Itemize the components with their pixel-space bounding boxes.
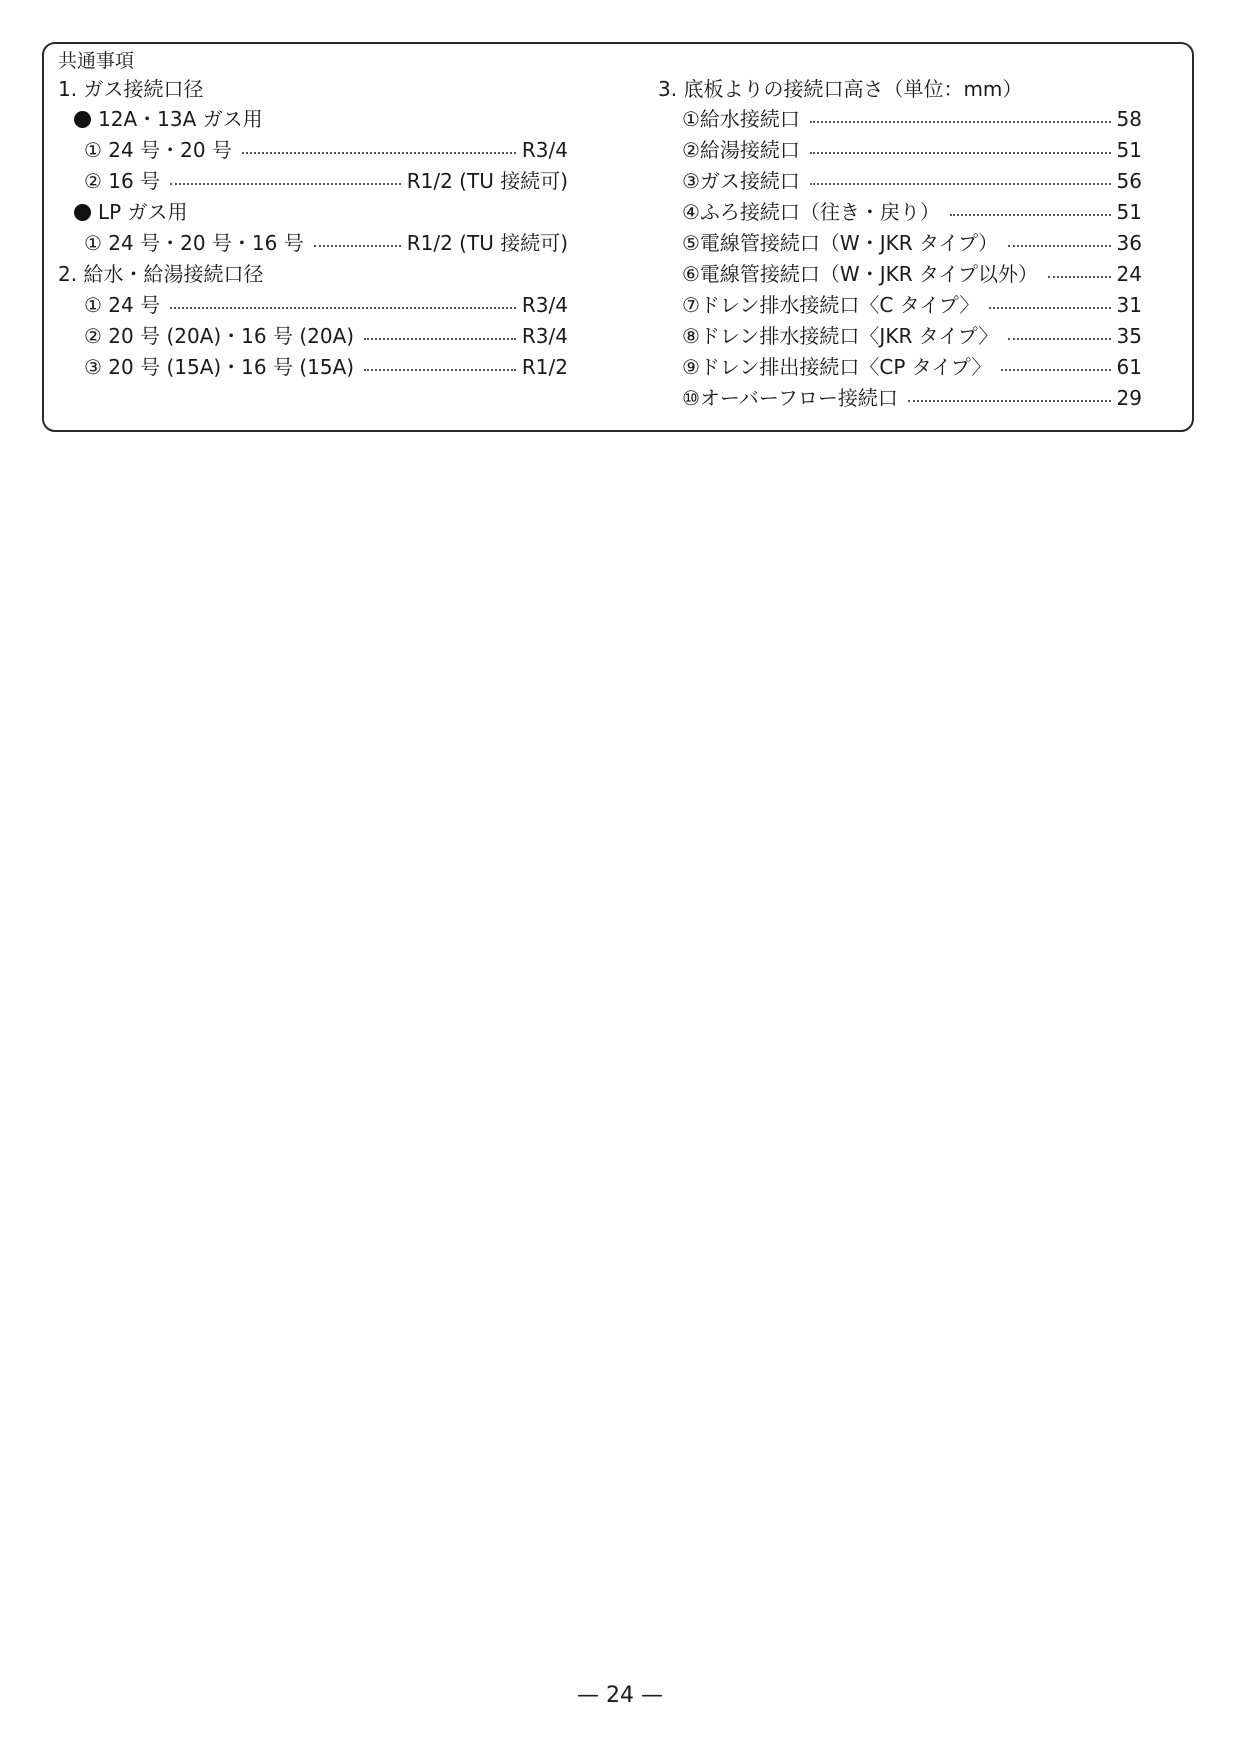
list-item (682, 290, 1142, 320)
item-label: ⑤電線管接続口（W・JKR タイプ） (682, 231, 999, 255)
item-value: 29 (1116, 386, 1142, 410)
dot-leader (908, 400, 1111, 402)
dot-leader (810, 152, 1111, 154)
item-label: ⑨ドレン排出接続口〈CP タイプ〉 (682, 355, 992, 379)
item-label: ① 24 号 (84, 293, 161, 317)
list-item (682, 352, 1142, 382)
item-label: ② 16 号 (84, 169, 161, 193)
item-label: ⑩オーバーフロー接続口 (682, 386, 898, 410)
item-value: 36 (1116, 231, 1142, 255)
list-item (84, 321, 568, 351)
dot-leader (810, 121, 1111, 123)
item-value: R3/4 (521, 293, 568, 317)
item-label: ④ふろ接続口（往き・戻り） (682, 200, 940, 224)
list-item (682, 321, 1142, 351)
list-item (682, 383, 1142, 413)
list-item (84, 166, 568, 196)
list-item (84, 135, 568, 165)
item-value: R1/2 (TU 接続可) (406, 231, 568, 255)
dot-leader (170, 307, 516, 309)
item-label: ② 20 号 (20A)・16 号 (20A) (84, 324, 355, 348)
dot-leader (1001, 369, 1110, 371)
group-a-label: 12A・13A ガス用 (98, 107, 263, 131)
dot-leader (364, 338, 516, 340)
list-item (682, 197, 1142, 227)
item-value: 24 (1116, 262, 1142, 286)
list-item (682, 135, 1142, 165)
list-item (84, 228, 568, 258)
item-value: 61 (1116, 355, 1142, 379)
section3-heading: 3. 底板よりの接続口高さ（単位：mm） (658, 77, 1023, 101)
list-item (682, 104, 1142, 134)
list-item (682, 228, 1142, 258)
dot-leader (950, 214, 1111, 216)
dot-leader (810, 183, 1111, 185)
bullet-icon (74, 111, 91, 128)
list-item (682, 259, 1142, 289)
item-label: ⑧ドレン排水接続口〈JKR タイプ〉 (682, 324, 999, 348)
item-label: ⑥電線管接続口（W・JKR タイプ以外） (682, 262, 1038, 286)
item-label: ① 24 号・20 号・16 号 (84, 231, 304, 255)
item-label: ⑦ドレン排水接続口〈C タイプ〉 (682, 293, 980, 317)
dot-leader (364, 369, 516, 371)
item-label: ②給湯接続口 (682, 138, 800, 162)
item-label: ① 24 号・20 号 (84, 138, 232, 162)
dot-leader (1008, 338, 1110, 340)
box-title: 共通事項 (58, 50, 135, 72)
page-number: — 24 — (577, 1683, 663, 1708)
dot-leader (1008, 245, 1110, 247)
item-value: R3/4 (521, 138, 568, 162)
dot-leader (170, 183, 401, 185)
bullet-icon (74, 204, 91, 221)
dot-leader (989, 307, 1110, 309)
item-value: 58 (1116, 107, 1142, 131)
dot-leader (242, 152, 516, 154)
group-a-heading (74, 104, 263, 134)
item-value: 51 (1116, 200, 1142, 224)
item-label: ③ 20 号 (15A)・16 号 (15A) (84, 355, 355, 379)
item-value: R3/4 (521, 324, 568, 348)
list-item (682, 166, 1142, 196)
item-value: 51 (1116, 138, 1142, 162)
item-value: 56 (1116, 169, 1142, 193)
section2-heading: 2. 給水・給湯接続口径 (58, 262, 264, 286)
item-value: 31 (1116, 293, 1142, 317)
item-value: 35 (1116, 324, 1142, 348)
list-item (84, 290, 568, 320)
group-b-heading (74, 197, 188, 227)
group-b-label: LP ガス用 (98, 200, 188, 224)
section1-heading: 1. ガス接続口径 (58, 77, 204, 101)
item-label: ③ガス接続口 (682, 169, 800, 193)
item-label: ①給水接続口 (682, 107, 800, 131)
dot-leader (1048, 276, 1111, 278)
list-item (84, 352, 568, 382)
item-value: R1/2 (521, 355, 568, 379)
item-value: R1/2 (TU 接続可) (406, 169, 568, 193)
dot-leader (314, 245, 401, 247)
